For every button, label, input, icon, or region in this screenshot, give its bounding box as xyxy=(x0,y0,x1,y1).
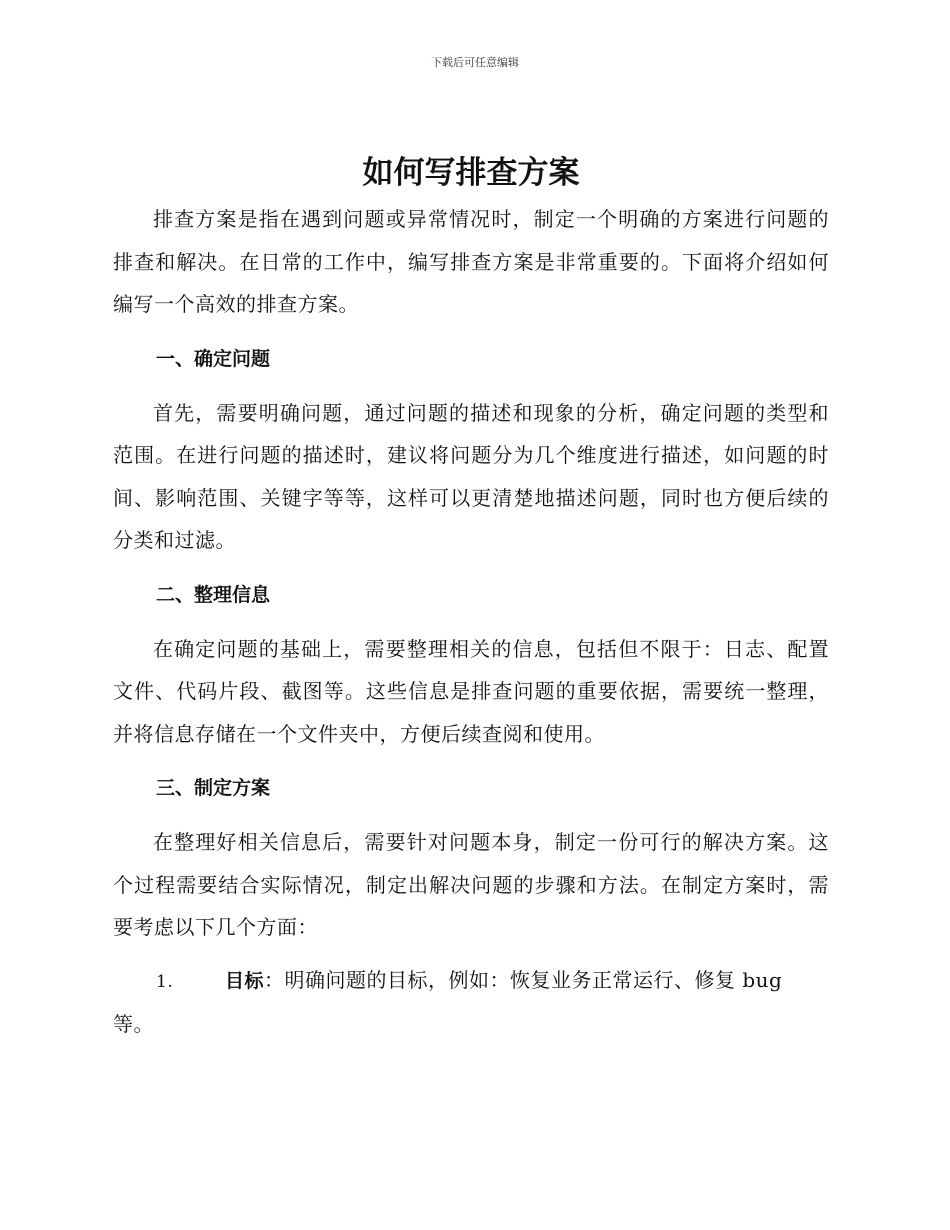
section-heading-2: 二、整理信息 xyxy=(156,583,271,606)
list-item-key: 目标 xyxy=(225,969,265,992)
list-item-number: 1. xyxy=(156,971,174,992)
section-body-2: 在确定问题的基础上，需要整理相关的信息，包括但不限于：日志、配置文件、代码片段、截图等。这些信息是排查问题的重要依据，需要统一整理，并将信息存储在一个文件夹中，方便后续查阅和使用。 xyxy=(113,636,829,746)
intro-paragraph: 排查方案是指在遇到问题或异常情况时，制定一个明确的方案进行问题的排查和解决。在日常的工作中，编写排查方案是非常重要的。下面将介绍如何编写一个高效的排查方案。 xyxy=(113,207,829,316)
section-body-3: 在整理好相关信息后，需要针对问题本身，制定一份可行的解决方案。这个过程需要结合实际情况，制定出解决问题的步骤和方法。在制定方案时，需要考虑以下几个方面： xyxy=(113,830,829,939)
section-heading-1: 一、确定问题 xyxy=(156,347,271,370)
list-item-text: ：明确问题的目标，例如：恢复业务正常运行、修复 bug 等。 xyxy=(113,967,783,1036)
section-body-1: 首先，需要明确问题，通过问题的描述和现象的分析，确定问题的类型和范围。在进行问题的描述时，建议将问题分为几个维度进行描述，如问题的时间、影响范围、关键字等等，这样可以更清楚地描述问题，同时也方便后续的分类和过滤。 xyxy=(113,400,829,552)
list-item xyxy=(113,959,829,1046)
page-header-note: 下载后可任意编辑 xyxy=(431,56,519,69)
document-title: 如何写排查方案 xyxy=(362,155,580,191)
document-body xyxy=(113,148,829,1046)
section-heading-3: 三、制定方案 xyxy=(156,777,271,799)
